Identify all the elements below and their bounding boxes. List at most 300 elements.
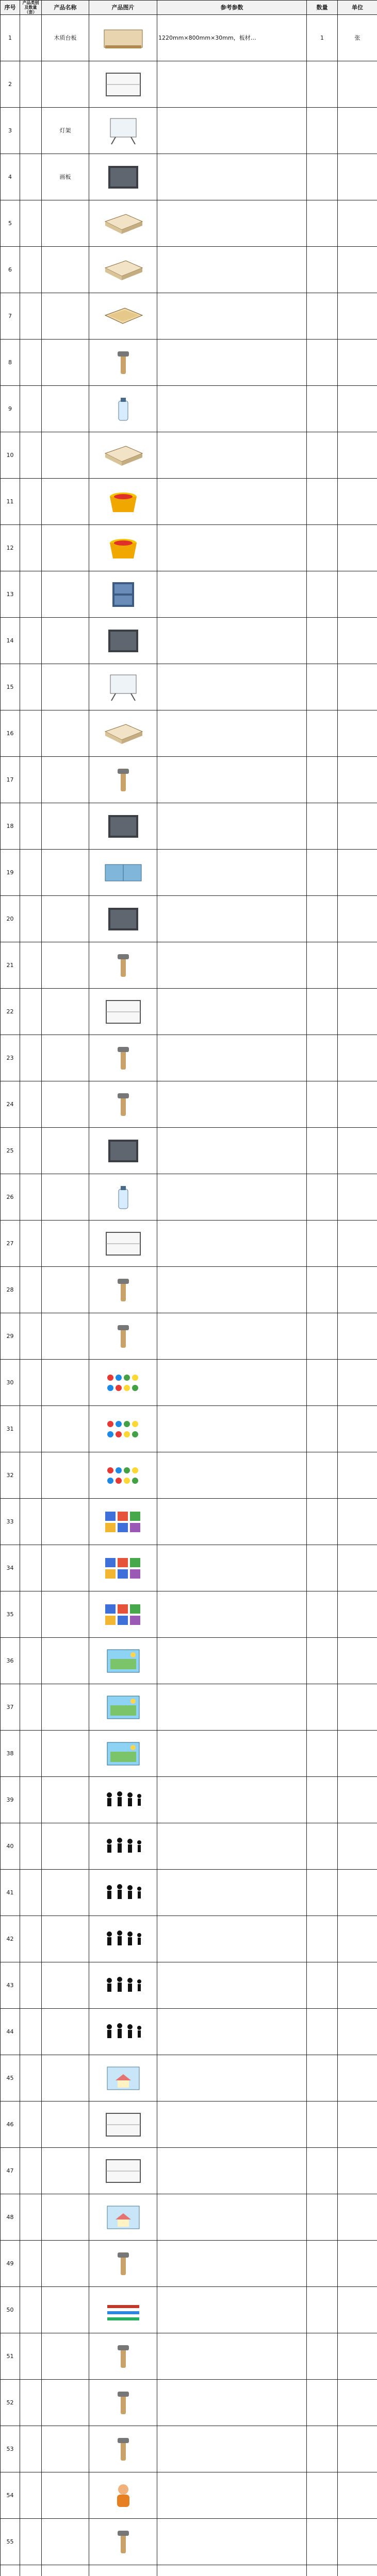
product-image [89,1406,157,1452]
quantity-cell [307,1174,338,1221]
quantity-cell [307,200,338,247]
row-number [1,2565,20,2576]
quantity-cell [307,2472,338,2519]
quantity-cell [307,850,338,896]
spec-cell [157,664,307,710]
product-thumbnail-icon [100,2434,146,2465]
unit-cell [338,1128,377,1174]
product-name [42,1777,89,1823]
table-row [1,850,377,896]
row-number: 41 [1,1870,20,1916]
product-name [42,2194,89,2241]
unit-cell [338,1823,377,1870]
category-cell [20,2194,42,2241]
product-thumbnail-icon [100,2248,146,2279]
table-row [1,154,377,200]
table-row [1,2009,377,2055]
product-thumbnail-icon [100,2156,146,2187]
product-thumbnail-icon [100,904,146,935]
category-cell [20,1174,42,1221]
unit-cell [338,1081,377,1128]
unit-cell [338,2472,377,2519]
product-name [42,1499,89,1545]
table-row [1,200,377,247]
category-cell [20,1591,42,1638]
quantity-cell [307,1267,338,1313]
row-number: 16 [1,710,20,757]
product-image [89,1870,157,1916]
product-image [89,293,157,340]
table-row [1,2472,377,2519]
row-number: 34 [1,1545,20,1591]
spec-cell [157,2102,307,2148]
spec-cell [157,479,307,525]
product-thumbnail-icon [100,2016,146,2047]
product-image [89,1591,157,1638]
category-cell [20,1313,42,1360]
product-name [42,1313,89,1360]
category-cell [20,2102,42,2148]
table-row [1,2333,377,2380]
unit-cell [338,525,377,571]
quantity-cell [307,896,338,942]
spec-cell [157,2009,307,2055]
spec-cell [157,2148,307,2194]
product-name [42,1128,89,1174]
product-thumbnail-icon [100,1043,146,1074]
table-row [1,1638,377,1684]
unit-cell [338,154,377,200]
category-cell [20,757,42,803]
product-thumbnail-icon [100,1553,146,1584]
unit-cell [338,1313,377,1360]
table-row [1,2102,377,2148]
quantity-cell [307,2055,338,2102]
row-number: 23 [1,1035,20,1081]
unit-cell [338,293,377,340]
product-image [89,1267,157,1313]
product-name [42,1221,89,1267]
product-image [89,1545,157,1591]
quantity-cell [307,1221,338,1267]
product-thumbnail-icon [100,672,146,703]
table-row [1,1081,377,1128]
table-row [1,2194,377,2241]
product-thumbnail-icon [100,950,146,981]
row-number: 54 [1,2472,20,2519]
product-name [42,479,89,525]
unit-cell [338,1545,377,1591]
category-cell [20,1962,42,2009]
row-number: 37 [1,1684,20,1731]
unit-cell [338,1267,377,1313]
category-cell [20,61,42,108]
quantity-cell [307,525,338,571]
spec-cell [157,200,307,247]
product-thumbnail-icon [100,2063,146,2094]
category-cell [20,1499,42,1545]
table-row [1,1406,377,1452]
spec-cell [157,2472,307,2519]
quantity-cell [307,1499,338,1545]
row-number: 52 [1,2380,20,2426]
table-row [1,803,377,850]
unit-cell [338,942,377,989]
product-thumbnail-icon [100,2573,146,2576]
product-image [89,2426,157,2472]
table-row [1,2287,377,2333]
product-thumbnail-icon [100,2341,146,2372]
spec-cell [157,1360,307,1406]
product-image [89,571,157,618]
table-row [1,525,377,571]
product-thumbnail-icon [100,486,146,517]
quantity-cell [307,2241,338,2287]
row-number: 1 [1,15,20,61]
row-number: 7 [1,293,20,340]
quantity-cell [307,1684,338,1731]
quantity-cell [307,618,338,664]
quantity-cell [307,154,338,200]
product-image [89,942,157,989]
product-thumbnail-icon [100,1506,146,1537]
unit-cell [338,2055,377,2102]
product-name [42,1174,89,1221]
table-row [1,1777,377,1823]
unit-cell [338,1777,377,1823]
quantity-cell [307,989,338,1035]
category-cell [20,1870,42,1916]
spec-cell [157,1081,307,1128]
product-thumbnail-icon [100,1089,146,1120]
quantity-cell [307,61,338,108]
product-thumbnail-icon [100,1831,146,1862]
quantity-cell [307,571,338,618]
row-number: 40 [1,1823,20,1870]
product-image [89,2333,157,2380]
product-name [42,803,89,850]
unit-cell [338,2009,377,2055]
header-cell: 数量 [307,1,338,15]
quantity-cell [307,1081,338,1128]
quantity-cell [307,1962,338,2009]
spec-cell [157,1731,307,1777]
category-cell [20,1916,42,1962]
product-image [89,2241,157,2287]
row-number: 53 [1,2426,20,2472]
product-image [89,1128,157,1174]
header-cell: 产品类别 及数量（套） [20,1,42,15]
table-row [1,293,377,340]
product-image [89,1823,157,1870]
product-name [42,989,89,1035]
product-name [42,571,89,618]
product-name [42,1870,89,1916]
table-row [1,1684,377,1731]
row-number: 33 [1,1499,20,1545]
product-name [42,1406,89,1452]
product-image [89,1777,157,1823]
product-thumbnail-icon [100,1367,146,1398]
product-image [89,200,157,247]
product-image [89,15,157,61]
spec-cell [157,1452,307,1499]
product-image [89,1035,157,1081]
row-number: 55 [1,2519,20,2565]
product-thumbnail-icon [100,1599,146,1630]
table-row [1,664,377,710]
quantity-cell [307,2194,338,2241]
product-name [42,2426,89,2472]
row-number: 19 [1,850,20,896]
category-cell [20,479,42,525]
table-row [1,432,377,479]
category-cell [20,2148,42,2194]
quantity-cell [307,942,338,989]
unit-cell [338,2194,377,2241]
product-thumbnail-icon [100,162,146,193]
product-thumbnail-icon [100,811,146,842]
table-row [1,1360,377,1406]
quantity-cell [307,1035,338,1081]
product-name [42,2287,89,2333]
product-image [89,247,157,293]
product-image [89,618,157,664]
product-name [42,1823,89,1870]
product-thumbnail-icon [100,347,146,378]
product-image [89,1499,157,1545]
quantity-cell [307,1545,338,1591]
table-row [1,1221,377,1267]
product-name [42,2055,89,2102]
spec-cell [157,757,307,803]
unit-cell [338,432,377,479]
unit-cell [338,1360,377,1406]
unit-cell [338,1221,377,1267]
unit-cell [338,664,377,710]
quantity-cell [307,1777,338,1823]
spec-cell [157,1499,307,1545]
row-number: 9 [1,386,20,432]
spec-cell [157,1916,307,1962]
product-image [89,525,157,571]
unit-cell [338,1035,377,1081]
unit-cell [338,2333,377,2380]
category-cell [20,2565,42,2576]
product-name [42,61,89,108]
product-image [89,479,157,525]
spec-cell [157,2333,307,2380]
unit-cell [338,1684,377,1731]
row-number: 3 [1,108,20,154]
table-header-row [1,1,377,15]
row-number: 4 [1,154,20,200]
unit-cell [338,1499,377,1545]
product-image [89,340,157,386]
table-row [1,2148,377,2194]
product-image [89,989,157,1035]
spec-cell [157,1313,307,1360]
product-thumbnail-icon [100,23,146,54]
unit-cell [338,2148,377,2194]
table-row [1,1313,377,1360]
product-thumbnail-icon [100,1321,146,1352]
product-name [42,618,89,664]
unit-cell [338,1591,377,1638]
quantity-cell [307,1128,338,1174]
product-image [89,803,157,850]
unit-cell [338,1174,377,1221]
unit-cell [338,2241,377,2287]
product-name [42,1545,89,1591]
table-row [1,942,377,989]
product-name [42,942,89,989]
quantity-cell [307,1313,338,1360]
product-image [89,1684,157,1731]
row-number: 36 [1,1638,20,1684]
spec-cell [157,710,307,757]
spec-cell [157,896,307,942]
table-row [1,618,377,664]
product-image [89,386,157,432]
category-cell [20,432,42,479]
quantity-cell [307,1731,338,1777]
header-cell: 产品图片 [89,1,157,15]
category-cell [20,247,42,293]
product-image [89,2472,157,2519]
product-thumbnail-icon [100,1228,146,1259]
product-name [42,1360,89,1406]
row-number: 27 [1,1221,20,1267]
row-number: 30 [1,1360,20,1406]
quantity-cell [307,479,338,525]
category-cell [20,1545,42,1591]
table-row [1,1916,377,1962]
spec-cell [157,2194,307,2241]
spec-cell [157,1823,307,1870]
spec-cell [157,1545,307,1591]
category-cell [20,710,42,757]
quantity-cell [307,293,338,340]
row-number: 20 [1,896,20,942]
quantity-cell [307,1870,338,1916]
table-row [1,1545,377,1591]
product-name [42,200,89,247]
product-image [89,1360,157,1406]
product-image [89,61,157,108]
quantity-cell [307,1823,338,1870]
product-image [89,757,157,803]
unit-cell [338,340,377,386]
product-name [42,1267,89,1313]
product-thumbnail-icon [100,1182,146,1213]
quantity-cell [307,1406,338,1452]
table-row [1,1174,377,1221]
quantity-cell [307,2565,338,2576]
category-cell [20,571,42,618]
product-name: 灯架 [42,108,89,154]
product-name [42,2148,89,2194]
quantity-cell [307,1916,338,1962]
category-cell [20,1360,42,1406]
unit-cell [338,2102,377,2148]
table-row [1,1591,377,1638]
row-number: 22 [1,989,20,1035]
category-cell [20,850,42,896]
product-image [89,1221,157,1267]
product-thumbnail-icon [100,2480,146,2511]
spec-cell [157,989,307,1035]
product-thumbnail-icon [100,69,146,100]
product-image [89,896,157,942]
quantity-cell [307,247,338,293]
spec-cell [157,803,307,850]
spec-cell [157,618,307,664]
quantity-cell [307,2009,338,2055]
table-row [1,1035,377,1081]
category-cell [20,896,42,942]
row-number: 42 [1,1916,20,1962]
row-number: 8 [1,340,20,386]
product-name [42,1731,89,1777]
spec-cell [157,942,307,989]
category-cell [20,1777,42,1823]
unit-cell [338,1406,377,1452]
product-name [42,2102,89,2148]
row-number: 25 [1,1128,20,1174]
category-cell [20,989,42,1035]
product-image [89,1916,157,1962]
product-name [42,1684,89,1731]
row-number: 39 [1,1777,20,1823]
quantity-cell [307,1360,338,1406]
product-name: 画板 [42,154,89,200]
table-row [1,479,377,525]
quantity-cell [307,2102,338,2148]
spec-cell [157,1406,307,1452]
category-cell [20,386,42,432]
product-thumbnail-icon [100,1692,146,1723]
unit-cell [338,850,377,896]
quantity-cell [307,1591,338,1638]
spec-cell [157,1267,307,1313]
row-number: 15 [1,664,20,710]
category-cell [20,15,42,61]
table-row [1,2519,377,2565]
product-name [42,1591,89,1638]
product-name [42,1916,89,1962]
product-thumbnail-icon [100,440,146,471]
product-thumbnail-icon [100,765,146,795]
category-cell [20,1452,42,1499]
unit-cell [338,757,377,803]
product-image [89,1962,157,2009]
category-cell [20,1128,42,1174]
quantity-cell [307,803,338,850]
quantity-cell [307,2333,338,2380]
product-thumbnail-icon [100,1136,146,1166]
unit-cell [338,247,377,293]
quantity-cell [307,2426,338,2472]
product-thumbnail-icon [100,2109,146,2140]
table-row [1,108,377,154]
header-cell: 产品名称 [42,1,89,15]
product-name [42,2472,89,2519]
category-cell [20,2055,42,2102]
product-name [42,2565,89,2576]
product-thumbnail-icon [100,1646,146,1676]
spec-cell [157,850,307,896]
